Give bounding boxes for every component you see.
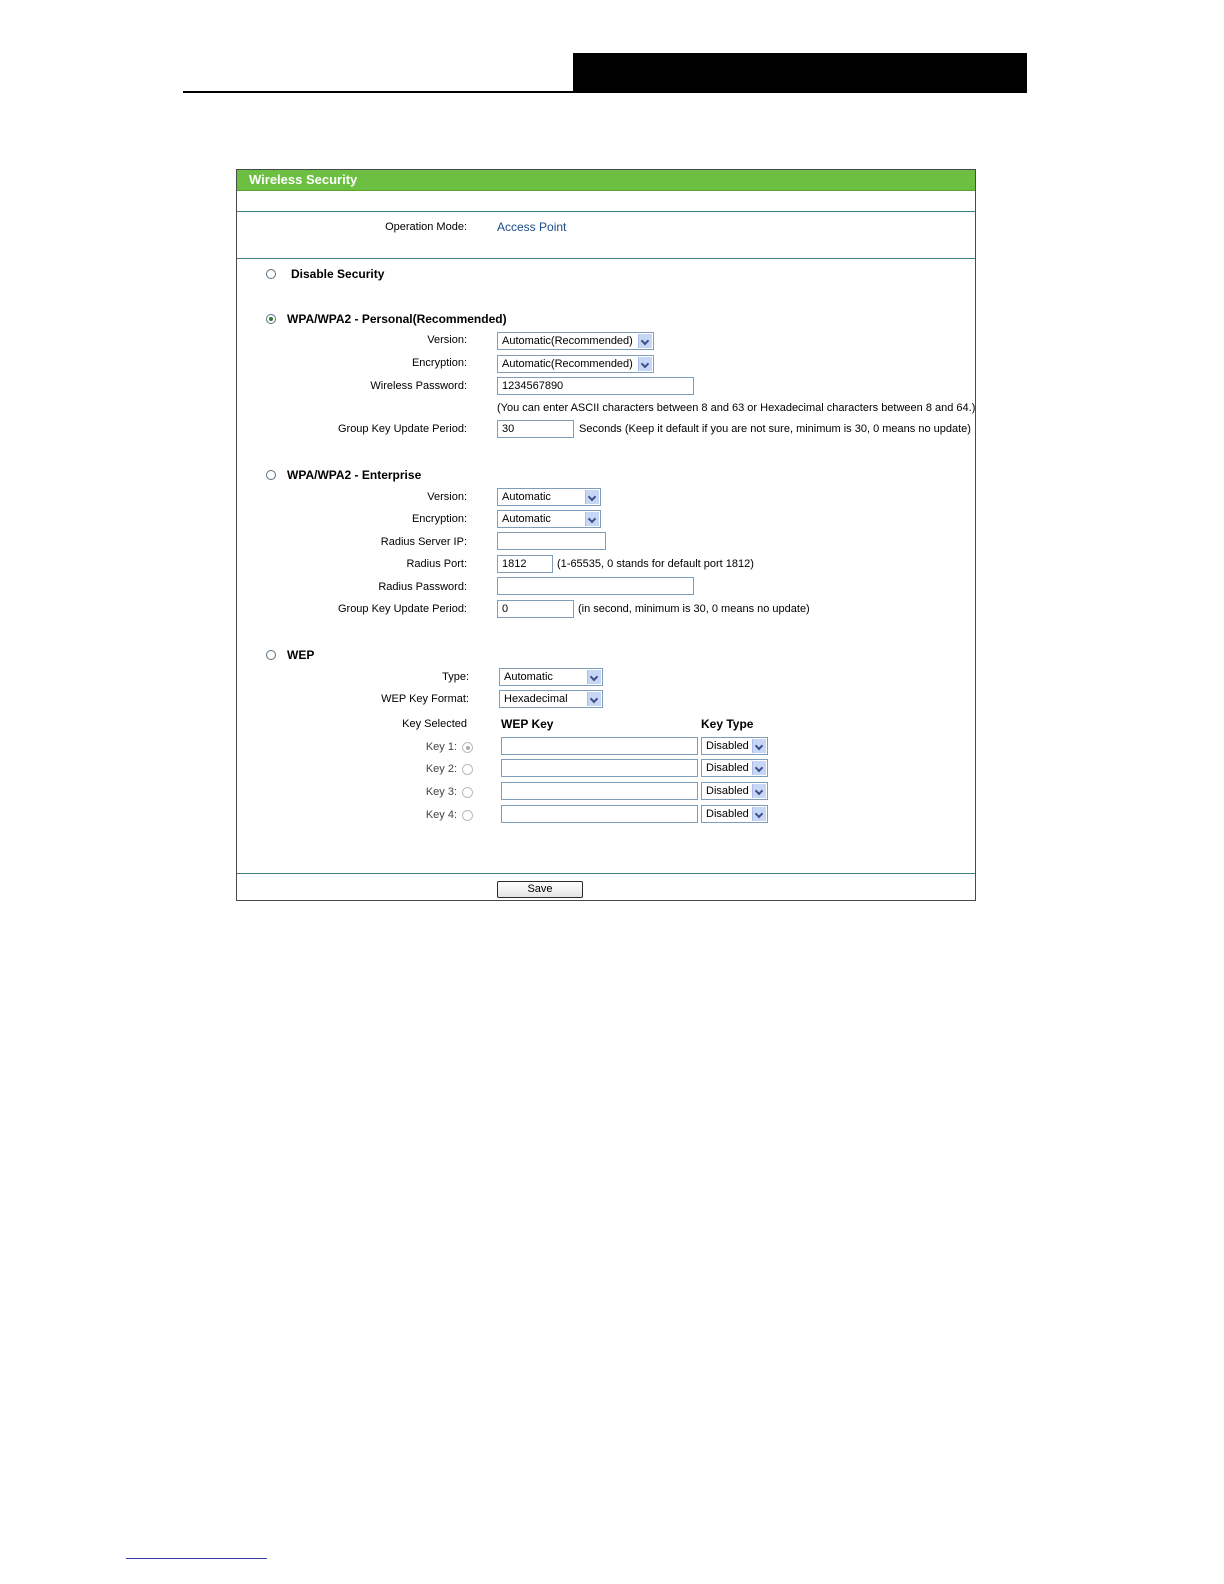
key-2-type-select[interactable] [701, 759, 768, 777]
radius-server-ip-input[interactable] [497, 532, 606, 550]
enterprise-version-value: Automatic [502, 491, 551, 503]
disable-security-radio[interactable] [266, 269, 276, 279]
personal-gkup-input[interactable]: 30 [497, 420, 574, 438]
chevron-down-icon [587, 692, 601, 706]
footer-link-underline [126, 1558, 267, 1559]
wep-radio[interactable] [266, 650, 276, 660]
disable-security-label: Disable Security [291, 267, 385, 281]
chevron-down-icon [752, 739, 766, 753]
personal-version-label: Version: [427, 334, 467, 346]
wireless-password-hint: (You can enter ASCII characters between 8 and 63 or Hexadecimal characters between 8 and 64.) [497, 402, 976, 414]
radius-port-label: Radius Port: [406, 558, 467, 570]
header-rule [183, 91, 573, 93]
wireless-security-panel [236, 169, 976, 901]
key-1-radio[interactable] [462, 742, 473, 753]
key-3-input[interactable] [501, 782, 698, 800]
key-3-label: Key 3: [425, 786, 457, 798]
key-1-type-value: Disabled [706, 740, 749, 752]
radius-port-hint: (1-65535, 0 stands for default port 1812) [557, 558, 754, 570]
header-black-bar [573, 53, 1027, 93]
enterprise-gkup-hint: (in second, minimum is 30, 0 means no update) [578, 603, 810, 615]
separator-mode [237, 258, 975, 259]
panel-title: Wireless Security [249, 172, 358, 187]
wpa-personal-label: WPA/WPA2 - Personal(Recommended) [287, 312, 507, 326]
key-2-input[interactable] [501, 759, 698, 777]
enterprise-encryption-select[interactable] [497, 510, 601, 528]
chevron-down-icon [752, 807, 766, 821]
operation-mode-label: Operation Mode: [385, 221, 467, 233]
key-selected-header: Key Selected [402, 718, 467, 730]
wep-type-select[interactable] [499, 668, 603, 686]
wep-type-label: Type: [442, 671, 469, 683]
wep-key-format-label: WEP Key Format: [381, 693, 469, 705]
personal-encryption-value: Automatic(Recommended) [502, 358, 633, 370]
key-3-radio[interactable] [462, 787, 473, 798]
enterprise-gkup-input[interactable]: 0 [497, 600, 574, 618]
chevron-down-icon [752, 761, 766, 775]
key-4-radio[interactable] [462, 810, 473, 821]
radius-password-label: Radius Password: [378, 581, 467, 593]
key-1-type-select[interactable] [701, 737, 768, 755]
chevron-down-icon [752, 784, 766, 798]
separator-top [237, 211, 975, 212]
personal-version-value: Automatic(Recommended) [502, 335, 633, 347]
key-2-label: Key 2: [425, 763, 457, 775]
key-4-label: Key 4: [425, 809, 457, 821]
panel-title-bar [237, 170, 975, 191]
key-3-type-value: Disabled [706, 785, 749, 797]
chevron-down-icon [587, 670, 601, 684]
chevron-down-icon [585, 490, 599, 504]
key-4-type-value: Disabled [706, 808, 749, 820]
key-4-type-select[interactable] [701, 805, 768, 823]
operation-mode-value: Access Point [497, 220, 567, 234]
wep-key-header: WEP Key [501, 717, 554, 731]
chevron-down-icon [585, 512, 599, 526]
key-2-type-value: Disabled [706, 762, 749, 774]
wpa-personal-radio[interactable] [266, 314, 276, 324]
key-2-radio[interactable] [462, 764, 473, 775]
personal-encryption-select[interactable] [497, 355, 654, 373]
wpa-enterprise-label: WPA/WPA2 - Enterprise [287, 468, 422, 482]
save-button[interactable]: Save [497, 881, 583, 898]
wireless-password-label: Wireless Password: [370, 380, 467, 392]
wireless-password-input[interactable]: 1234567890 [497, 377, 694, 395]
enterprise-encryption-value: Automatic [502, 513, 551, 525]
radius-password-input[interactable] [497, 577, 694, 595]
radius-port-input[interactable]: 1812 [497, 555, 553, 573]
personal-gkup-label: Group Key Update Period: [337, 423, 467, 435]
chevron-down-icon [638, 334, 652, 348]
enterprise-version-select[interactable] [497, 488, 601, 506]
personal-version-select[interactable] [497, 332, 654, 350]
wep-key-format-select[interactable] [499, 690, 603, 708]
enterprise-encryption-label: Encryption: [411, 513, 467, 525]
separator-bottom [237, 873, 975, 874]
key-type-header: Key Type [701, 717, 754, 731]
radius-server-ip-label: Radius Server IP: [380, 536, 467, 548]
wpa-enterprise-radio[interactable] [266, 470, 276, 480]
wep-key-format-value: Hexadecimal [504, 693, 568, 705]
key-1-label: Key 1: [425, 741, 457, 753]
personal-gkup-hint: Seconds (Keep it default if you are not sure, minimum is 30, 0 means no update) [579, 423, 971, 435]
chevron-down-icon [638, 357, 652, 371]
enterprise-gkup-label: Group Key Update Period: [337, 603, 467, 615]
enterprise-version-label: Version: [427, 491, 467, 503]
wep-label: WEP [287, 648, 315, 662]
key-4-input[interactable] [501, 805, 698, 823]
personal-encryption-label: Encryption: [411, 357, 467, 369]
key-1-input[interactable] [501, 737, 698, 755]
key-3-type-select[interactable] [701, 782, 768, 800]
wep-type-value: Automatic [504, 671, 553, 683]
